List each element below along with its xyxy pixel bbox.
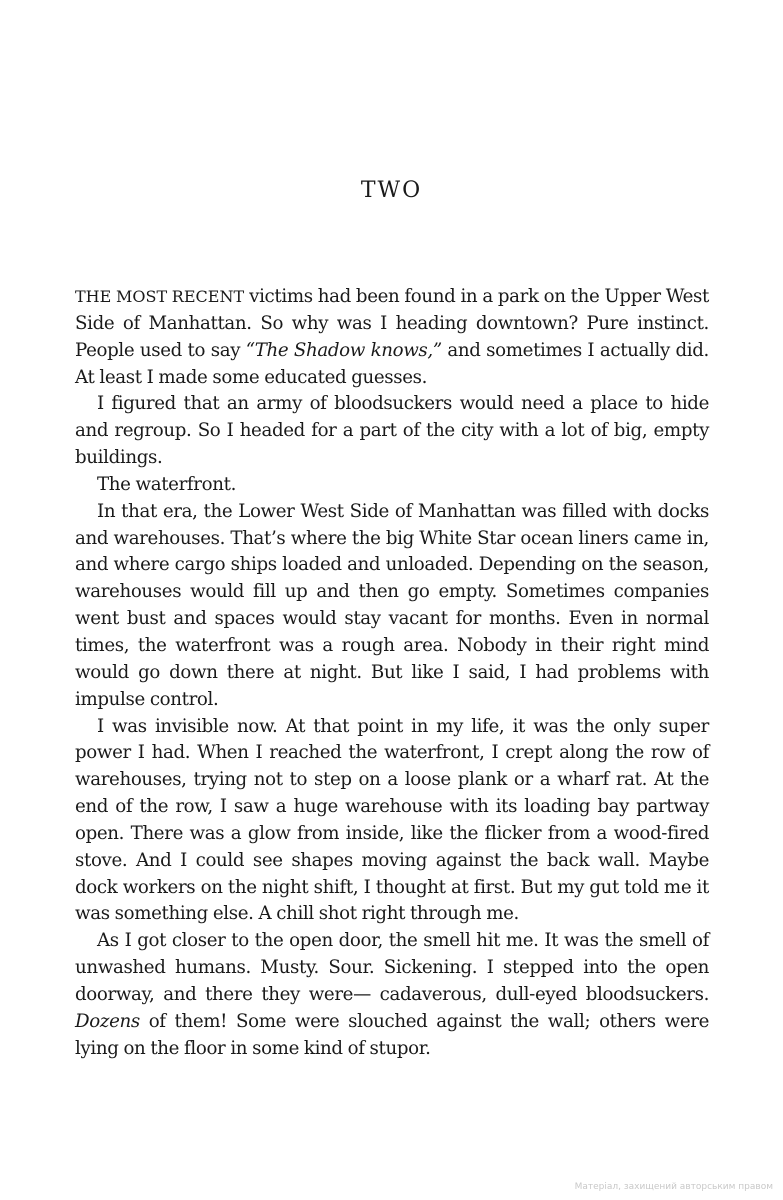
paragraph-text: of them! Some were slouched against the wall; others were lying on the floor in some kind of stupor. bbox=[75, 1010, 709, 1059]
paragraph-4: In that era, the Lower West Side of Manhattan was filled with docks and warehouses. That’s where the big White Star ocean liners came in, and where cargo ships loaded and unloaded. Depending on the season, warehouses would fill up and then go empty. Sometimes companies went bust and spaces would stay vacant for months. Even in normal times, the waterfront was a rough area. Nobody in their right mind would go down there at night. But like I said, I had problems with impulse control. bbox=[75, 500, 709, 710]
paragraph-lead-in: THE MOST RECENT bbox=[75, 287, 245, 306]
copyright-watermark: Матеріал, захищений авторським правом bbox=[574, 1182, 773, 1192]
paragraph-text: victims had been found in a park on the Upper West Side of Manhattan. So why was I heading downtown? Pure instinct. People used to say bbox=[75, 286, 709, 361]
paragraph-6 bbox=[75, 928, 709, 1062]
paragraph-text: As I got closer to the open door, the smell hit me. It was the smell of unwashed humans. Musty. Sour. Sickening. I stepped into the open doorway, and there they were— cadaverous, dull-eyed bloodsuckers. bbox=[75, 930, 709, 1005]
paragraph-text: and sometimes I actually did. At least I made some educated guesses. bbox=[75, 339, 709, 388]
paragraph-5: I was invisible now. At that point in my life, it was the only super power I had. When I reached the waterfront, I crept along the row of warehouses, trying not to step on a loose plank or a wharf rat. At the end of the row, I saw a huge warehouse with its loading bay partway open. There was a glow from inside, like the flicker from a wood-fired stove. And I could see shapes moving against the back wall. Maybe dock workers on the night shift, I thought at first. But my gut told me it was something else. A chill shot right through me. bbox=[75, 715, 709, 925]
chapter-body bbox=[75, 284, 709, 1062]
italic-quote: “The Shadow knows,” bbox=[245, 339, 442, 361]
paragraph-3: The waterfront. bbox=[97, 473, 236, 495]
chapter-title: TWO bbox=[360, 178, 423, 203]
paragraph-1 bbox=[75, 284, 709, 391]
paragraph-2: I figured that an army of bloodsuckers would need a place to hide and regroup. So I headed for a part of the city with a lot of big, empty buildings. bbox=[75, 393, 709, 469]
italic-emphasis: Dozens bbox=[75, 1010, 140, 1032]
